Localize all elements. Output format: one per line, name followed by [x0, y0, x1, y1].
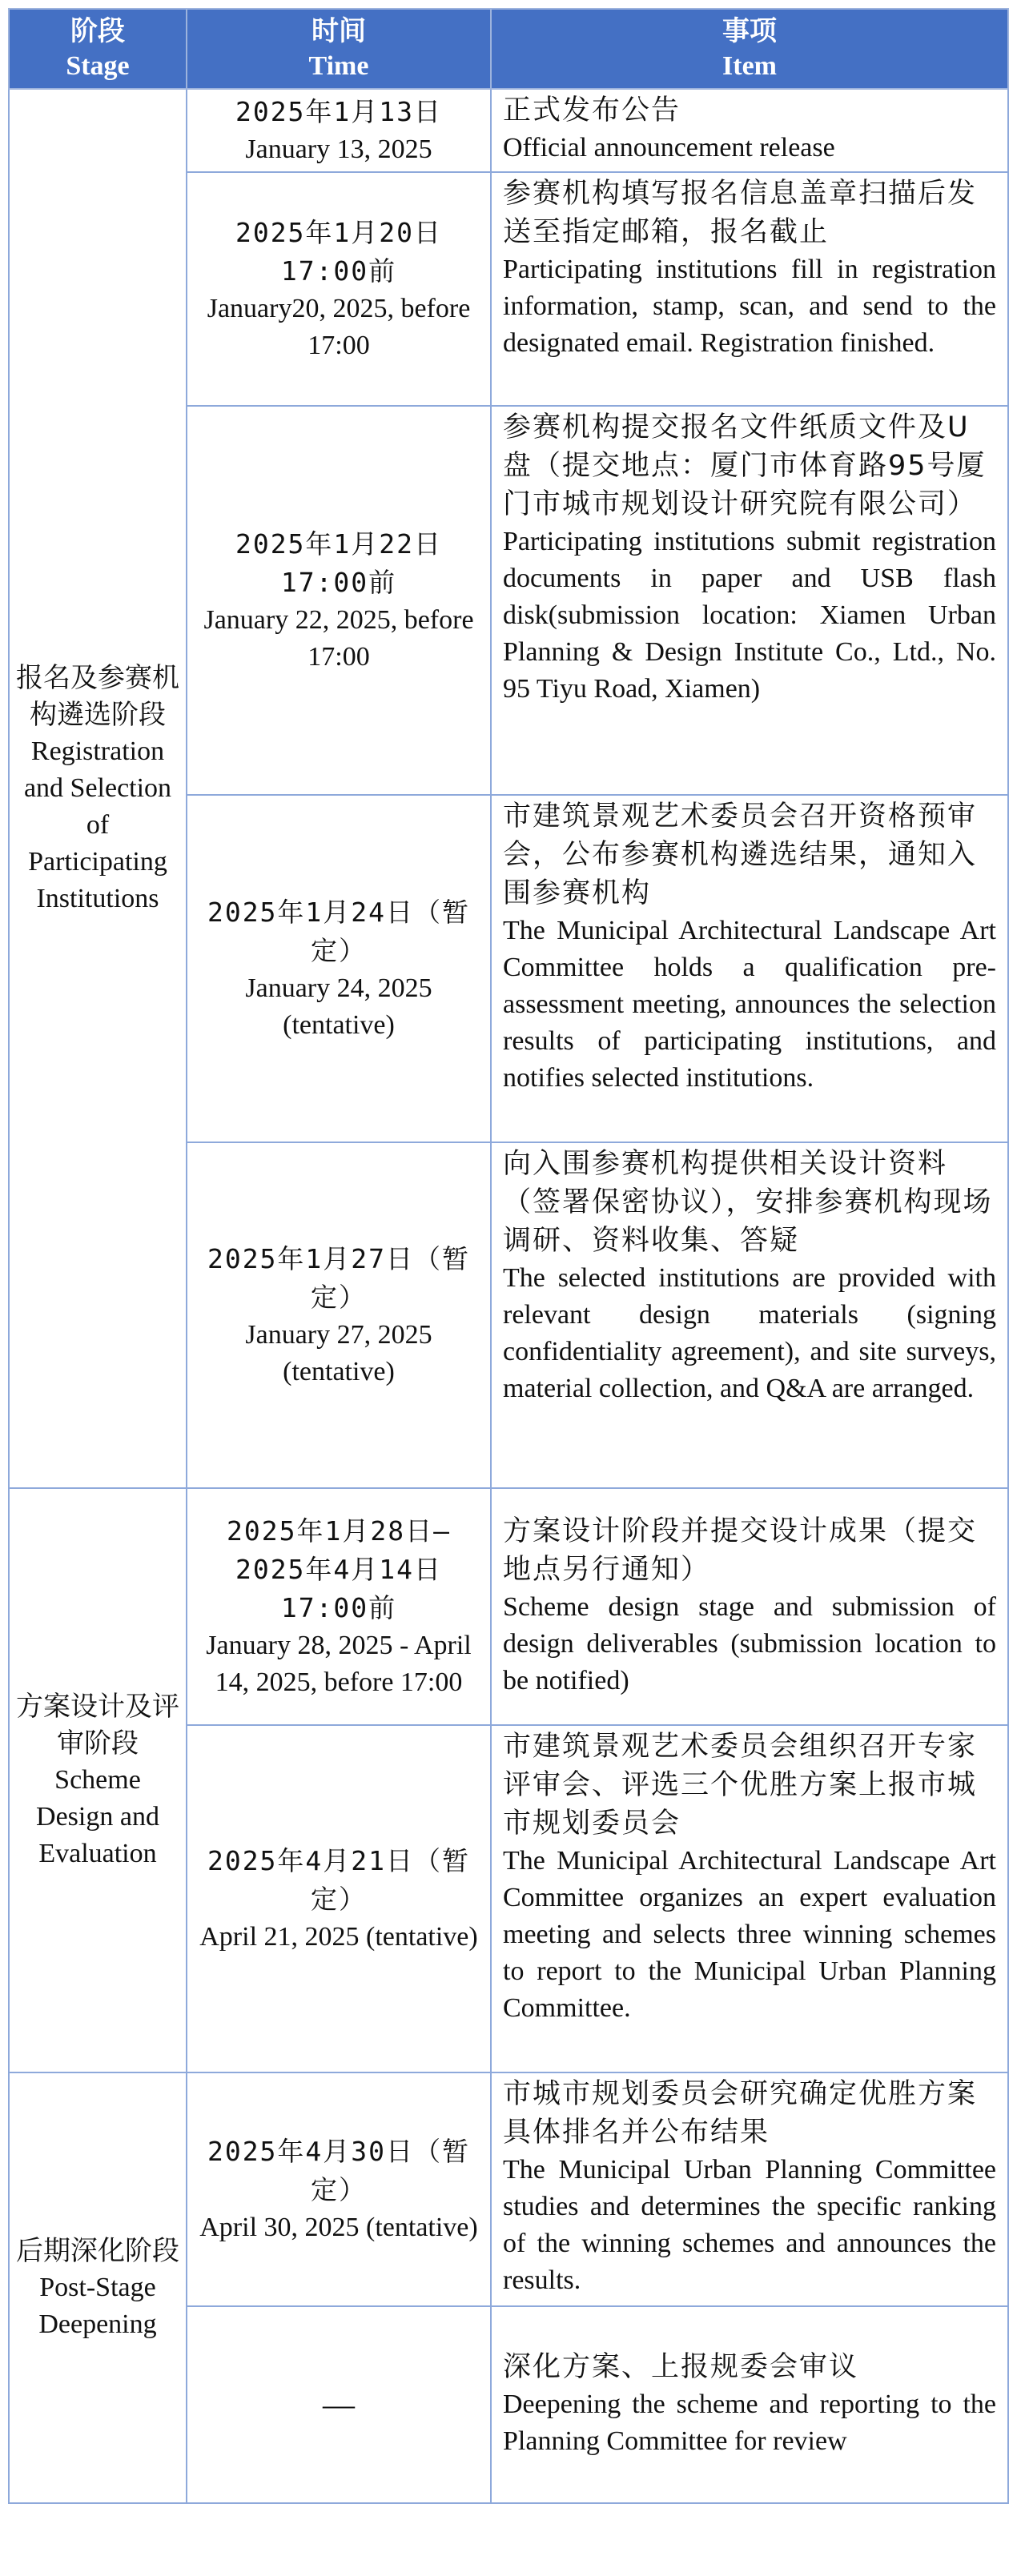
item-zh: 市城市规划委员会研究确定优胜方案具体排名并公布结果 — [503, 2078, 978, 2149]
stage-cell-scheme-design — [9, 1488, 187, 2072]
item-zh: 深化方案、上报规委会审议 — [503, 2351, 859, 2383]
time-cell — [187, 795, 491, 1142]
header-stage — [9, 9, 187, 89]
header-stage-en: Stage — [66, 51, 130, 81]
header-item — [491, 9, 1008, 89]
time-en: January 24, 2025 (tentative) — [245, 973, 432, 1040]
time-zh: 2025年4月21日（暂定） — [207, 1845, 471, 1915]
item-zh: 正式发布公告 — [503, 94, 681, 126]
stage-label-zh: 后期深化阶段 — [16, 2235, 179, 2267]
stage-label-en: Scheme Design and Evaluation — [36, 1765, 159, 1868]
item-cell — [491, 1142, 1008, 1488]
schedule-table — [8, 8, 1009, 2504]
header-stage-zh: 阶段 — [70, 15, 125, 47]
item-zh: 参赛机构提交报名文件纸质文件及U盘（提交地点：厦门市体育路95号厦门市城市规划设计研究院有限公司） — [503, 411, 987, 520]
time-cell — [187, 406, 491, 795]
time-empty-dash: — — [323, 2386, 355, 2422]
item-zh: 向入围参赛机构提供相关设计资料（签署保密协议），安排参赛机构现场调研、资料收集、答疑 — [503, 1148, 993, 1257]
stage-label-zh: 报名及参赛机构遴选阶段 — [16, 662, 179, 731]
time-zh: 2025年1月20日17:00前 — [235, 217, 443, 287]
time-zh: 2025年1月24日（暂定） — [207, 897, 471, 966]
time-cell — [187, 2072, 491, 2306]
item-en: The Municipal Architectural Landscape Art Committee holds a qualification pre-assessment meeting, announces the selection results of participating institutions, and notifies selected institutions. — [503, 916, 996, 1093]
header-time-zh: 时间 — [312, 15, 366, 47]
item-cell — [491, 2072, 1008, 2306]
item-en: Deepening the scheme and reporting to the Planning Committee for review — [503, 2389, 996, 2456]
time-cell — [187, 1142, 491, 1488]
table-header — [9, 9, 1008, 89]
item-cell — [491, 1488, 1008, 1725]
time-cell — [187, 1488, 491, 1725]
time-en: January 28, 2025 - April 14, 2025, before 17:00 — [206, 1631, 472, 1697]
time-zh: 2025年1月13日 — [235, 96, 443, 127]
stage-label-en: Post-Stage Deepening — [38, 2273, 157, 2339]
stage-label-zh: 方案设计及评审阶段 — [16, 1691, 179, 1759]
stage-cell-post-stage — [9, 2072, 187, 2503]
item-zh: 方案设计阶段并提交设计成果（提交地点另行通知） — [503, 1515, 978, 1586]
item-cell — [491, 406, 1008, 795]
item-en: Participating institutions submit registration documents in paper and USB flash disk(submission location: Xiamen Urban Planning & Design Institute Co., Ltd., No. 95 Tiyu Road, Xiamen) — [503, 527, 996, 704]
time-en: April 21, 2025 (tentative) — [199, 1922, 478, 1952]
item-cell — [491, 2306, 1008, 2503]
item-zh: 市建筑景观艺术委员会召开资格预审会，公布参赛机构遴选结果，通知入围参赛机构 — [503, 800, 978, 909]
item-en: The Municipal Urban Planning Committee studies and determines the specific ranking of the winning schemes and announces the results. — [503, 2155, 996, 2295]
item-en: Official announcement release — [503, 133, 835, 163]
table-row — [9, 89, 1008, 172]
item-cell — [491, 1725, 1008, 2072]
time-en: January 13, 2025 — [245, 134, 432, 164]
time-zh: 2025年1月28日—2025年4月14日17:00前 — [227, 1515, 451, 1623]
header-item-zh: 事项 — [722, 15, 777, 47]
schedule-document — [8, 8, 1007, 2504]
stage-cell-registration — [9, 89, 187, 1488]
time-cell — [187, 1725, 491, 2072]
table-row — [9, 1488, 1008, 1725]
time-cell — [187, 2306, 491, 2503]
header-time-en: Time — [308, 51, 369, 81]
item-zh: 市建筑景观艺术委员会组织召开专家评审会、评选三个优胜方案上报市城市规划委员会 — [503, 1731, 978, 1840]
header-row — [9, 9, 1008, 89]
time-zh: 2025年1月27日（暂定） — [207, 1243, 471, 1313]
time-en: April 30, 2025 (tentative) — [199, 2213, 478, 2242]
stage-label-en: Registration and Selection of Participating Institutions — [23, 736, 172, 913]
header-item-en: Item — [722, 51, 777, 81]
time-en: January 27, 2025 (tentative) — [245, 1320, 432, 1386]
item-cell — [491, 172, 1008, 406]
time-zh: 2025年1月22日17:00前 — [235, 528, 443, 598]
item-zh: 参赛机构填写报名信息盖章扫描后发送至指定邮箱，报名截止 — [503, 178, 978, 248]
time-en: January20, 2025, before 17:00 — [207, 294, 471, 360]
item-cell — [491, 89, 1008, 172]
item-en: The Municipal Architectural Landscape Art Committee organizes an expert evaluation meeting and selects three winning schemes to report to the Municipal Urban Planning Committee. — [503, 1846, 996, 2023]
time-cell — [187, 89, 491, 172]
item-en: The selected institutions are provided with relevant design materials (signing confidentiality agreement), and site surveys, material collection, and Q&A are arranged. — [503, 1263, 996, 1403]
table-body — [9, 89, 1008, 2503]
item-en: Scheme design stage and submission of design deliverables (submission location to be notified) — [503, 1592, 996, 1695]
table-row — [9, 2072, 1008, 2306]
item-cell — [491, 795, 1008, 1142]
time-en: January 22, 2025, before 17:00 — [203, 605, 474, 672]
header-time — [187, 9, 491, 89]
time-zh: 2025年4月30日（暂定） — [207, 2136, 471, 2205]
item-en: Participating institutions fill in registration information, stamp, scan, and send to the designated email. Registration finished. — [503, 255, 996, 358]
time-cell — [187, 172, 491, 406]
